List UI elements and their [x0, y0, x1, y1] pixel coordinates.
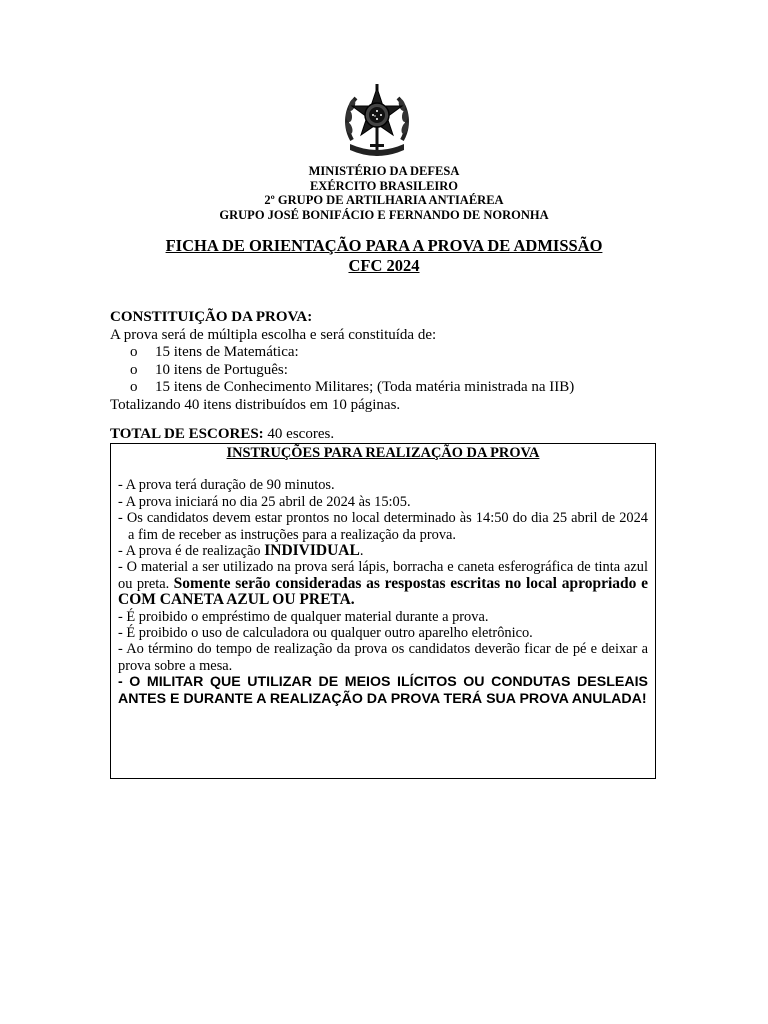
total-scores-label: TOTAL DE ESCORES:: [110, 426, 264, 442]
instruction-duration: - A prova terá duração de 90 minutos.: [118, 477, 335, 494]
header-line-group: 2º GRUPO DE ARTILHARIA ANTIAÉREA: [264, 193, 504, 207]
bullet-icon: o: [130, 344, 138, 360]
instructions-title: INSTRUÇÕES PARA REALIZAÇÃO DA PROVA: [226, 445, 540, 461]
instruction-warning: - O MILITAR QUE UTILIZAR DE MEIOS ILÍCITOS OU CONDUTAS DESLEAIS ANTES E DURANTE A REALIZAÇÃO DA PROVA TERÁ SUA PROVA ANULADA!: [118, 674, 648, 707]
instructions-box: [110, 443, 656, 779]
list-item: [110, 362, 670, 380]
composition-summary: Totalizando 40 itens distribuídos em 10 páginas.: [110, 396, 401, 413]
header-line-army: EXÉRCITO BRASILEIRO: [309, 178, 459, 193]
exam-composition-section: [110, 309, 670, 414]
bullet-icon: o: [130, 379, 138, 395]
total-scores: [110, 426, 334, 443]
title-line-1: FICHA DE ORIENTAÇÃO PARA A PROVA DE ADMISSÃO: [165, 236, 603, 255]
material-bold: Somente serão consideradas as respostas escritas no local apropriado e COM CANETA AZUL OU PRETA.: [118, 574, 648, 609]
instruction-no-lending: - É proibido o empréstimo de qualquer material durante a prova.: [118, 608, 489, 625]
list-item-text: 10 itens de Português:: [155, 361, 288, 378]
instruction-start: - A prova iniciará no dia 25 abril de 2024 às 15:05.: [118, 493, 411, 510]
brazil-coat-of-arms-icon: [342, 82, 412, 160]
header-line-ministry: MINISTÉRIO DA DEFESA: [308, 164, 460, 178]
total-scores-value: 40 escores.: [267, 426, 335, 442]
individual-prefix: - A prova é de realização: [118, 543, 265, 560]
list-item-text: 15 itens de Conhecimento Militares; (Toda matéria ministrada na IIB): [155, 379, 575, 395]
individual-suffix: .: [359, 543, 364, 560]
list-item: [110, 379, 670, 397]
composition-intro: A prova será de múltipla escolha e será constituída de:: [110, 326, 437, 343]
document-title: [110, 236, 658, 276]
instruction-ready: - Os candidatos devem estar prontos no local determinado às 14:50 do dia 25 abril de 2024 a fim de receber as instruções para a realização da prova.: [118, 510, 648, 543]
instruction-end: - Ao término do tempo de realização da prova os candidatos deverão ficar de pé e deixar a prova sobre a mesa.: [118, 641, 648, 674]
list-item: [110, 344, 670, 362]
material-text: - O material a ser utilizado na prova será lápis, borracha e caneta esferográfica de tinta azul ou preta.: [118, 559, 648, 592]
instruction-material: [118, 559, 648, 608]
header-line-unit: GRUPO JOSÉ BONIFÁCIO E FERNANDO DE NORONHA: [219, 207, 549, 222]
composition-heading: CONSTITUIÇÃO DA PROVA:: [110, 309, 313, 325]
title-line-2: CFC 2024: [348, 256, 420, 275]
bullet-icon: o: [130, 361, 138, 378]
composition-list: [110, 344, 670, 397]
list-item-text: 15 itens de Matemática:: [155, 344, 299, 360]
institution-header: [0, 164, 768, 222]
individual-bold: INDIVIDUAL: [264, 542, 360, 560]
instruction-individual: [118, 543, 648, 559]
instruction-no-calculator: - É proibido o uso de calculadora ou qualquer outro aparelho eletrônico.: [118, 625, 533, 642]
